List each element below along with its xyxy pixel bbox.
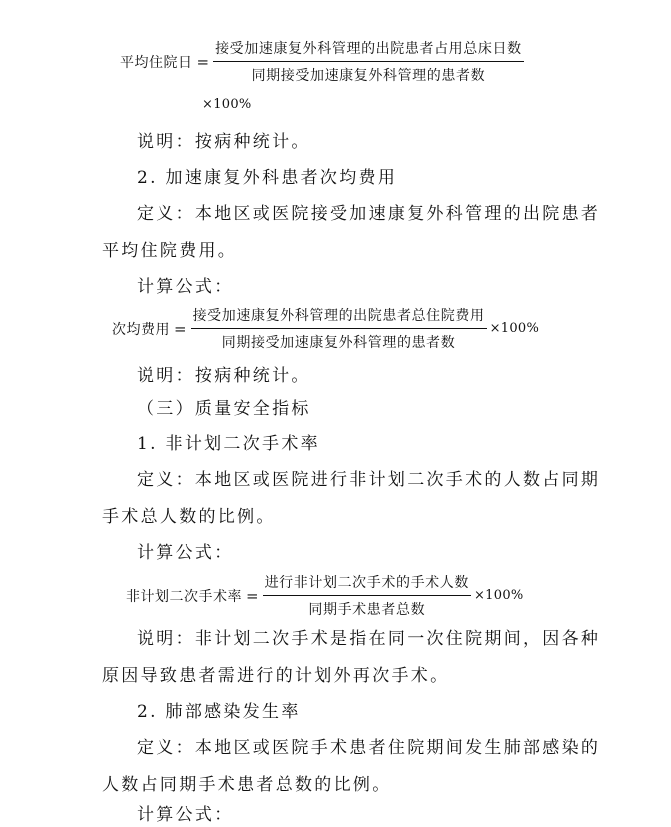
paragraph-definition-cont: 手术总人数的比例。 [102,507,276,527]
heading-item: 2. 加速康复外科患者次均费用 [137,168,398,188]
equals-sign: = [196,52,210,71]
formula-label: 计算公式： [137,805,234,825]
formula-average-stay [120,38,524,85]
paragraph-note: 说明：按病种统计。 [137,132,311,152]
paragraph-note: 说明：非计划二次手术是指在同一次住院期间，因各种 [137,629,601,649]
section-heading: （三）质量安全指标 [137,399,311,419]
formula-multiplier: ×100% [489,321,540,336]
fraction [213,38,524,85]
paragraph-definition-cont: 平均住院费用。 [102,241,238,261]
formula-multiplier: ×100% [202,97,252,112]
equals-sign: = [174,319,187,338]
paragraph-note-cont: 原因导致患者需进行的计划外再次手术。 [102,666,450,686]
fraction [263,572,471,619]
fraction-denominator: 同期手术患者总数 [308,602,426,618]
fraction-numerator: 进行非计划二次手术的手术人数 [263,572,471,596]
formula-reoperation-rate [126,572,524,619]
fraction-numerator: 接受加速康复外科管理的出院患者占用总床日数 [213,38,524,62]
paragraph-definition: 定义：本地区或医院进行非计划二次手术的人数占同期 [137,470,601,490]
formula-multiplier: ×100% [473,588,524,603]
paragraph-definition: 定义：本地区或医院手术患者住院期间发生肺部感染的 [137,738,601,758]
fraction-numerator: 接受加速康复外科管理的出院患者总住院费用 [191,305,487,329]
formula-label: 计算公式： [137,277,234,297]
heading-item: 2. 肺部感染发生率 [137,702,301,722]
fraction-denominator: 同期接受加速康复外科管理的患者数 [251,68,486,84]
paragraph-definition: 定义：本地区或医院接受加速康复外科管理的出院患者 [137,204,601,224]
paragraph-definition-cont: 人数占同期手术患者总数的比例。 [102,775,392,795]
heading-item: 1. 非计划二次手术率 [137,434,320,454]
formula-label: 计算公式： [137,543,234,563]
paragraph-note: 说明：按病种统计。 [137,366,311,386]
formula-lhs: 非计划二次手术率 [126,588,242,605]
fraction-denominator: 同期接受加速康复外科管理的患者数 [221,335,456,351]
equals-sign: = [246,586,259,605]
formula-lhs: 平均住院日 [120,54,193,71]
formula-cost-per-case [112,305,539,352]
fraction [191,305,487,352]
formula-lhs: 次均费用 [112,321,170,338]
